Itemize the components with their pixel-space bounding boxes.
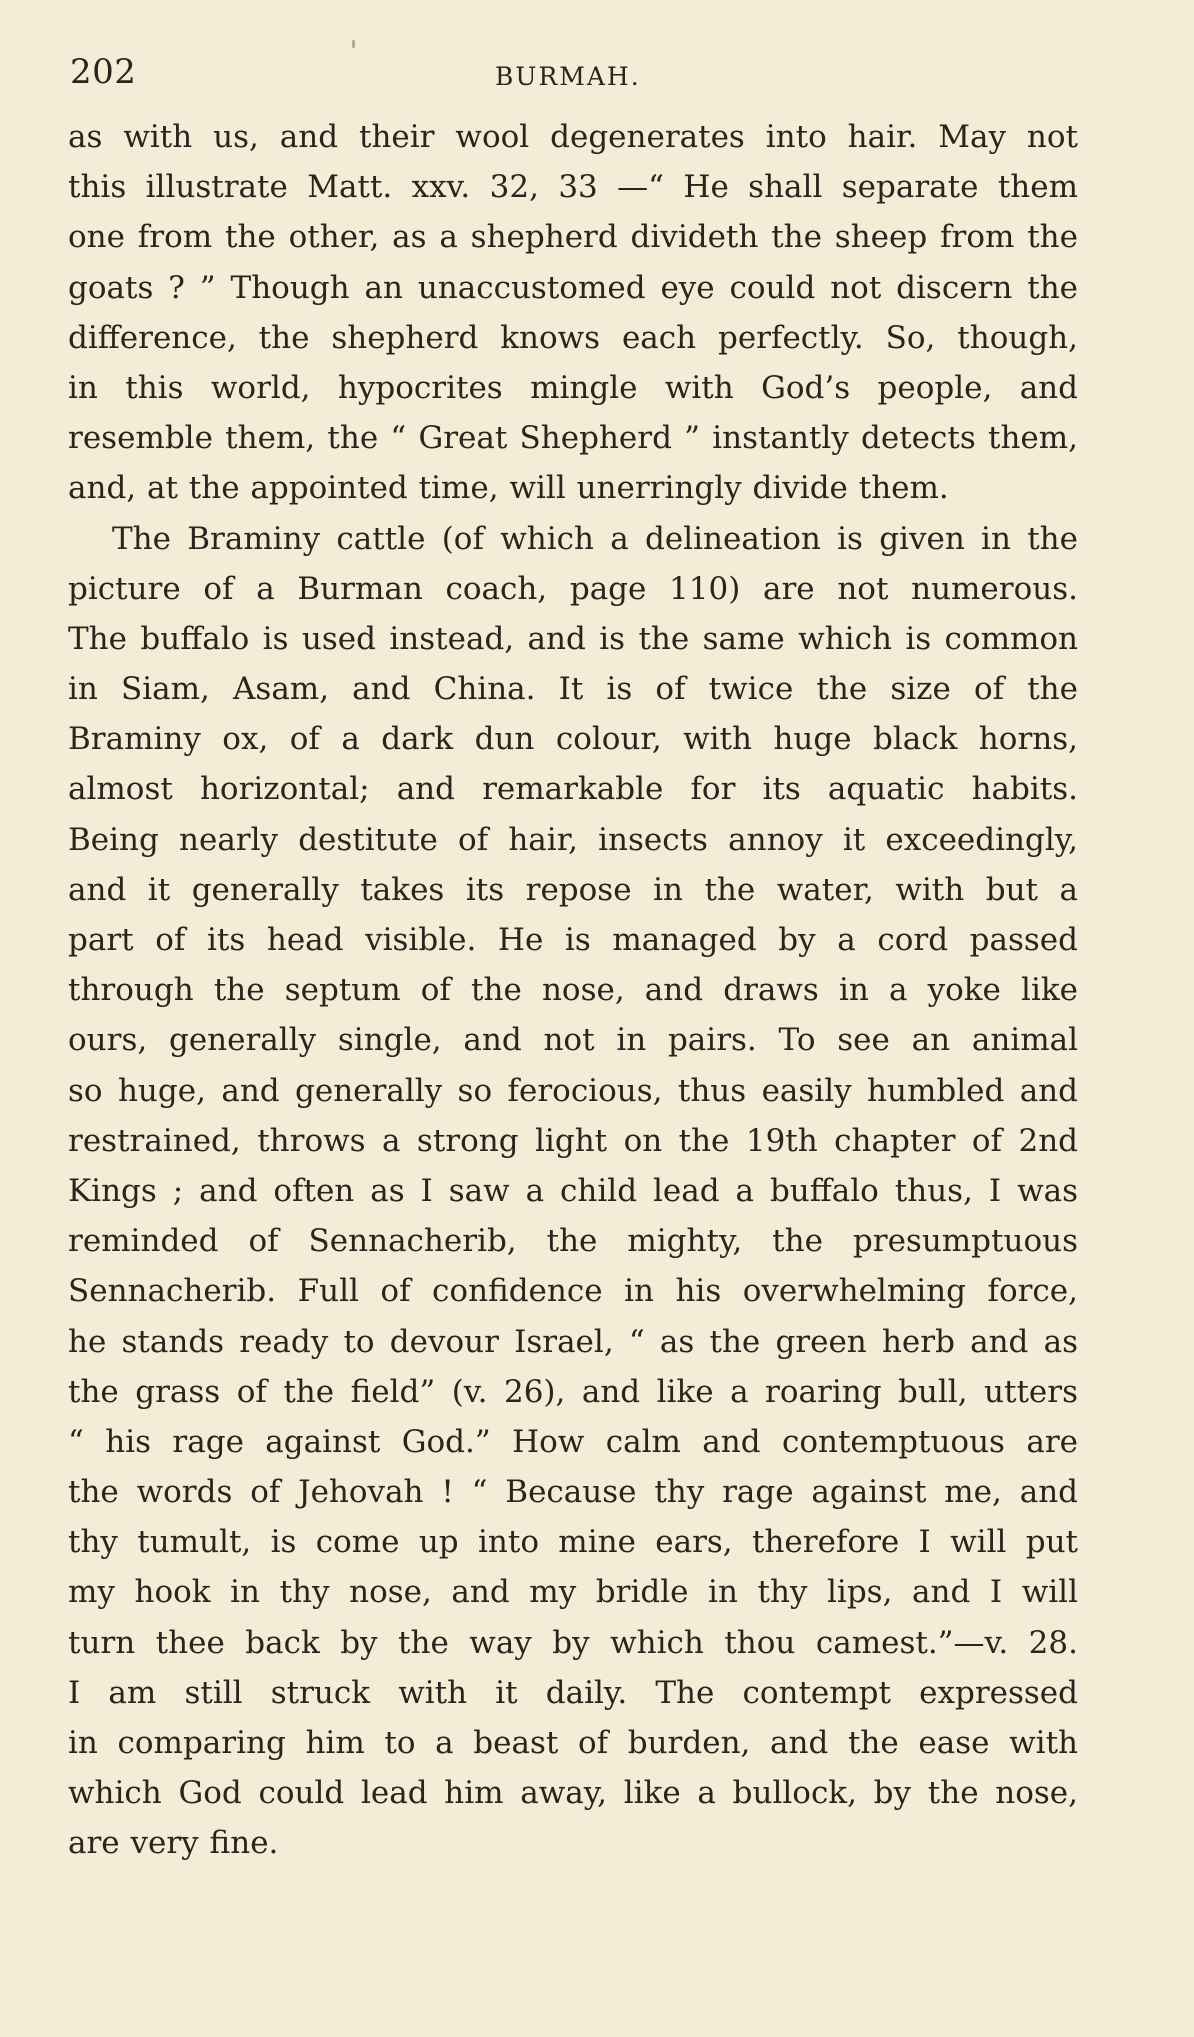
text-line: goats ? ” Though an unaccustomed eye could not discern the — [68, 269, 1078, 306]
text-line: in comparing him to a beast of burden, and the ease with — [68, 1725, 1078, 1761]
text-line: the words of Jehovah ! “ Because thy rage against me, and — [68, 1474, 1078, 1511]
text-line: thy tumult, is come up into mine ears, therefore I will put — [68, 1524, 1078, 1561]
text-line: one from the other, as a shepherd divideth the sheep from the — [68, 219, 1078, 256]
running-head: BURMAH. — [495, 62, 641, 91]
text-line: resemble them, the “ Great Shepherd ” instantly detects them, — [68, 420, 1078, 457]
text-line: my hook in thy nose, and my bridle in thy lips, and I will — [68, 1574, 1078, 1611]
text-line: ours, generally single, and not in pairs. To see an animal — [68, 1022, 1078, 1059]
text-line: part of its head visible. He is managed by a cord passed — [68, 922, 1078, 958]
text-line: almost horizontal; and remarkable for its aquatic habits. — [68, 771, 1078, 808]
text-line: are very fine. — [68, 1825, 279, 1862]
page-header — [70, 52, 1124, 102]
text-line: restrained, throws a strong light on the 19th chapter of 2nd — [68, 1122, 1078, 1159]
text-line: in Siam, Asam, and China. It is of twice the size of the — [68, 671, 1078, 708]
text-line: which God could lead him away, like a bullock, by the nose, — [68, 1775, 1078, 1812]
text-line: this illustrate Matt. xxv. 32, 33 —“ He shall separate them — [68, 169, 1078, 206]
text-line: as with us, and their wool degenerates into hair. May not — [68, 119, 1078, 155]
print-speck — [352, 40, 355, 48]
text-line: I am still struck with it daily. The contempt expressed — [68, 1674, 1078, 1711]
text-line: Sennacherib. Full of confidence in his overwhelming force, — [68, 1273, 1078, 1310]
text-line: in this world, hypocrites mingle with God’s people, and — [68, 369, 1078, 406]
page-number: 202 — [70, 52, 137, 92]
text-line: through the septum of the nose, and draws in a yoke like — [68, 972, 1078, 1009]
text-line: the grass of the field” (v. 26), and like a roaring bull, utters — [68, 1373, 1078, 1410]
text-line: he stands ready to devour Israel, “ as the green herb and as — [68, 1323, 1078, 1360]
text-line: reminded of Sennacherib, the mighty, the presumptuous — [68, 1223, 1078, 1260]
text-line: The Braminy cattle (of which a delineation is given in the — [112, 520, 1078, 557]
text-line: Kings ; and often as I saw a child lead a buffalo thus, I was — [68, 1172, 1078, 1209]
text-line: turn thee back by the way by which thou camest.”—v. 28. — [68, 1624, 1078, 1661]
text-line: picture of a Burman coach, page 110) are not numerous. — [68, 570, 1078, 607]
text-line: Braminy ox, of a dark dun colour, with huge black horns, — [68, 721, 1078, 758]
text-line: and, at the appointed time, will unerringly divide them. — [68, 470, 949, 507]
text-line: “ his rage against God.” How calm and contemptuous are — [68, 1423, 1078, 1460]
text-line: difference, the shepherd knows each perfectly. So, though, — [68, 319, 1078, 356]
text-line: so huge, and generally so ferocious, thus easily humbled and — [68, 1072, 1078, 1109]
text-line: Being nearly destitute of hair, insects annoy it exceedingly, — [68, 821, 1078, 858]
text-line: and it generally takes its repose in the water, with but a — [68, 871, 1078, 908]
text-line: The buffalo is used instead, and is the same which is common — [68, 620, 1078, 657]
body-text — [68, 112, 1078, 1869]
